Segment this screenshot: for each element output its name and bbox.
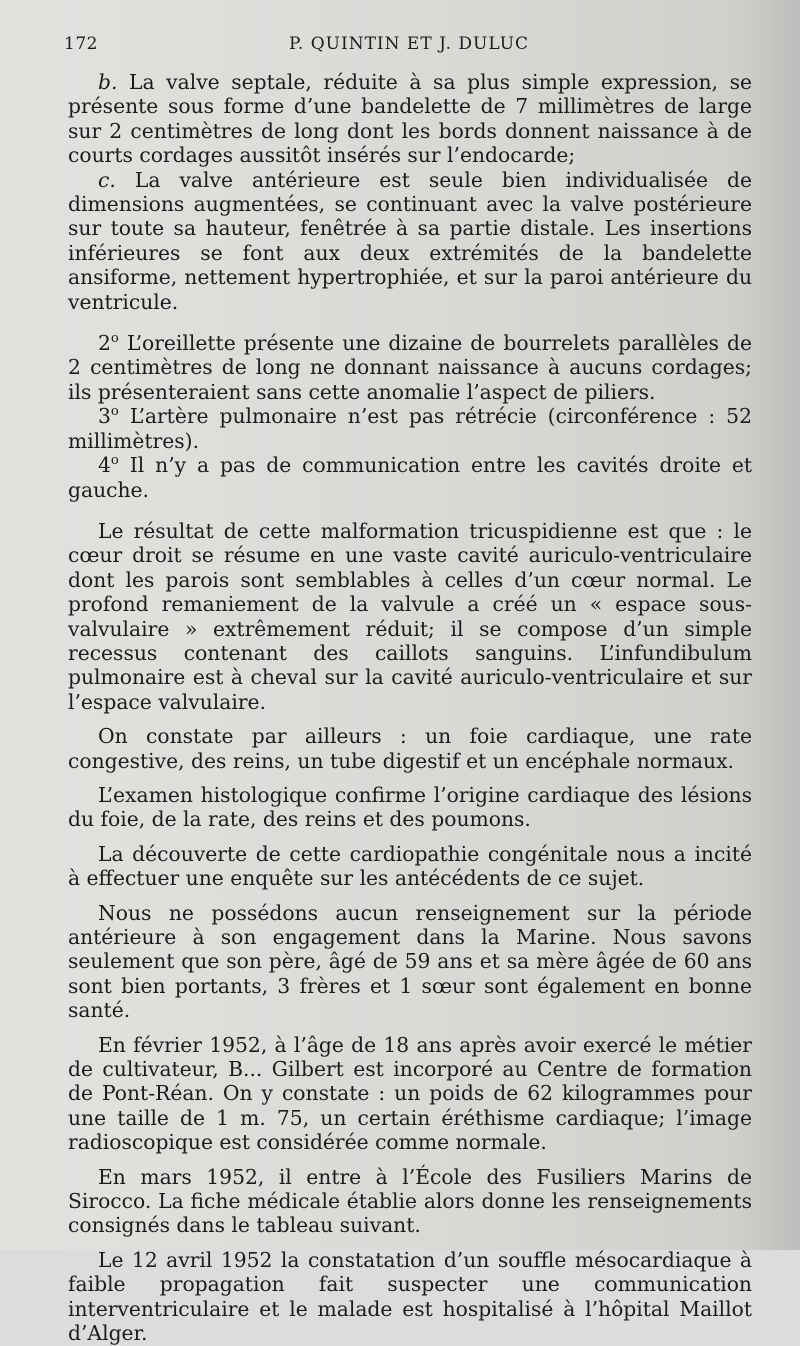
ordinal-suffix: o [110, 453, 119, 469]
paragraph: L’examen histologique confirme l’origine cardiaque des lésions du foie, de la rate, des reins et des poumons. [68, 782, 752, 832]
body-text [68, 70, 752, 1346]
paragraph-text: La valve antérieure est seule bien individualisée de dimensions augmentées, se continuant avec la valve postérieure sur toute sa hauteur, fenêtrée à sa partie distale. Les insertions inférieures se font aux deux extrémités de la bandelette ansiforme, nettement hypertrophiée, et sur la paroi antérieure du ventricule. [68, 167, 752, 314]
paragraph: La découverte de cette cardiopathie congénitale nous a incité à effectuer une enquête sur les antécédents de ce sujet. [68, 841, 752, 891]
list-marker: b. [98, 70, 118, 94]
paragraph: On constate par ailleurs : un foie cardiaque, une rate congestive, des reins, un tube digestif et un encéphale normaux. [68, 724, 752, 773]
paragraph-2 [68, 331, 752, 404]
paragraph-c [68, 168, 752, 314]
paragraph: En février 1952, à l’âge de 18 ans après avoir exercé le métier de cultivateur, B... Gilbert est incorporé au Centre de formation de Pont-Réan. On y constate : un poids de 62 kilogrammes pour une taille de 1 m. 75, un certain éréthisme cardiaque; l’image radioscopique est considérée comme normale. [68, 1032, 752, 1155]
paragraph: Le résultat de cette malformation tricuspidienne est que : le cœur droit se résume en une vaste cavité auriculo-ventriculaire dont les parois sont semblables à celles d’un cœur normal. Le profond remaniement de la valvule a créé un « espace sous-valvulaire » extrêmement réduit; il se compose d’un simple recessus contenant des caillots sanguins. L’infundibulum pulmonaire est à cheval sur la cavité auriculo-ventriculaire et sur l’espace valvulaire. [68, 518, 752, 714]
paragraph-text: L’oreillette présente une dizaine de bourrelets parallèles de 2 centimètres de long ne donnant naissance à aucuns cordages; ils présenteraient sans cette anomalie l’aspect de piliers. [68, 331, 752, 404]
ordinal-suffix: o [110, 331, 119, 347]
paragraph: En mars 1952, il entre à l’École des Fusiliers Marins de Sirocco. La fiche médicale établie alors donne les renseignements consignés dans le tableau suivant. [68, 1164, 752, 1238]
ordinal-number: 4 [98, 453, 111, 478]
page-number: 172 [64, 34, 98, 54]
paragraph-4 [68, 453, 752, 502]
paragraph-3 [68, 404, 752, 453]
running-head: P. QUINTIN ET J. DULUC [288, 34, 530, 54]
paragraph-b [68, 70, 752, 168]
paragraph-text: La valve septale, réduite à sa plus simple expression, se présente sous forme d’une bandelette de 7 millimètres de large sur 2 centimètres de long dont les bords donnent naissance à de courts cordages aussitôt insérés sur l’endocarde; [68, 70, 752, 168]
ordinal-number: 2 [98, 331, 111, 356]
page-header [64, 34, 754, 58]
paragraph-text: L’artère pulmonaire n’est pas rétrécie (circonférence : 52 millimètres). [68, 404, 752, 453]
ordinal-suffix: o [110, 404, 119, 420]
list-marker: c. [98, 167, 116, 192]
paragraph: Le 12 avril 1952 la constatation d’un souffle mésocardiaque à faible propagation fait suspecter une communication interventriculaire et le malade est hospitalisé à l’hôpital Maillot d’Alger. [68, 1247, 752, 1346]
ordinal-number: 3 [98, 404, 111, 429]
paragraph: Nous ne possédons aucun renseignement sur la période antérieure à son engagement dans la Marine. Nous savons seulement que son père, âgé de 59 ans et sa mère âgée de 60 ans sont bien portants, 3 frères et 1 sœur sont également en bonne santé. [68, 900, 752, 1023]
paragraph-text: Il n’y a pas de communication entre les cavités droite et gauche. [68, 453, 753, 502]
